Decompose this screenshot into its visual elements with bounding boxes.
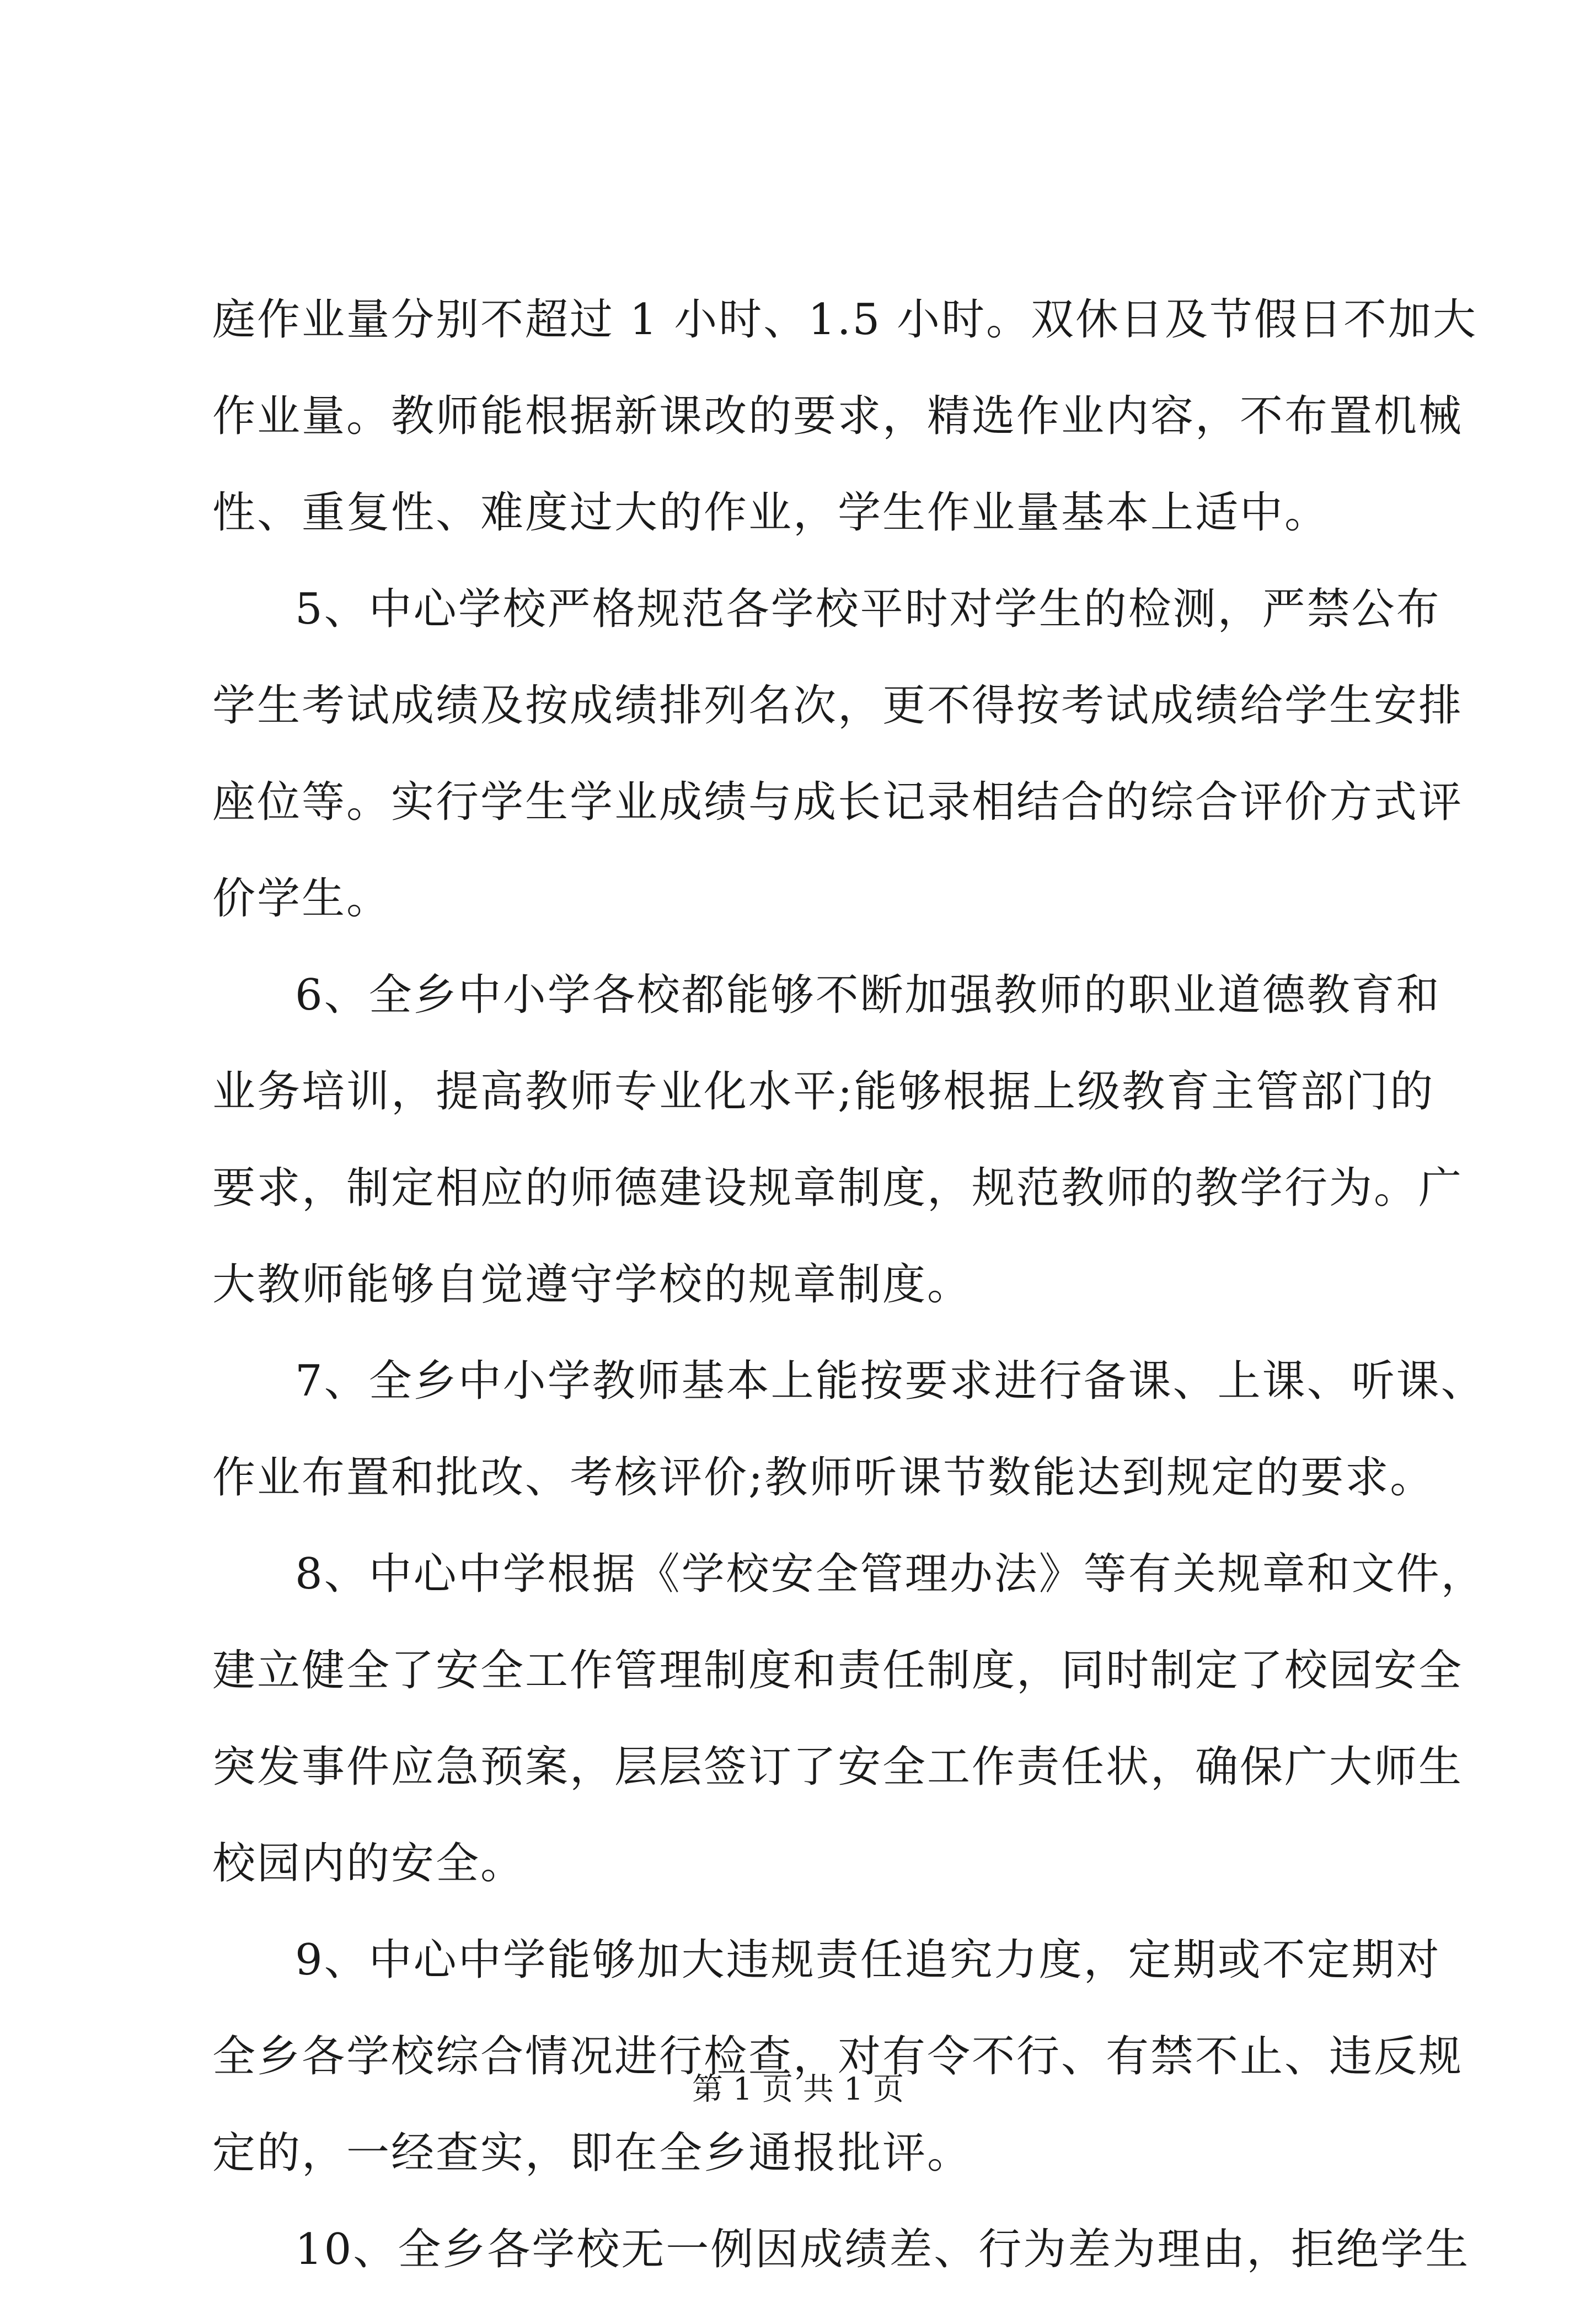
document-body	[212, 295, 1486, 2324]
text-line: 座位等。实行学生学业成绩与成长记录相结合的综合评价方式评	[212, 777, 1464, 827]
text-line: 学生考试成绩及按成绩排列名次，更不得按考试成绩给学生安排	[212, 681, 1464, 731]
text-line: 大教师能够自觉遵守学校的规章制度。	[212, 1260, 972, 1309]
text-line: 定的，一经查实，即在全乡通报批评。	[212, 2128, 972, 2178]
text-line: 建立健全了安全工作管理制度和责任制度，同时制定了校园安全	[212, 1646, 1464, 1695]
text-line: 业务培训，提高教师专业化水平;能够根据上级教育主管部门的	[212, 1067, 1435, 1117]
paragraph-start-line: 10、全乡各学校无一例因成绩差、行为差为理由，拒绝学生	[295, 2225, 1470, 2274]
text-line: 作业布置和批改、考核评价;教师听课节数能达到规定的要求。	[212, 1453, 1435, 1502]
text-line: 庭作业量分别不超过 1 小时、1.5 小时。双休日及节假日不加大	[212, 295, 1478, 345]
text-line: 价学生。	[212, 874, 392, 924]
text-line: 性、重复性、难度过大的作业，学生作业量基本上适中。	[212, 488, 1330, 538]
text-line: 作业量。教师能根据新课改的要求，精选作业内容，不布置机械	[212, 391, 1464, 441]
paragraph-start-line: 6、全乡中小学各校都能够不断加强教师的职业道德教育和	[295, 970, 1441, 1020]
paragraph-start-line: 8、中心中学根据《学校安全管理办法》等有关规章和文件，	[295, 1549, 1486, 1599]
paragraph-start-line: 5、中心学校严格规范各学校平时对学生的检测，严禁公布	[295, 584, 1441, 634]
page-number-footer: 第 1 页 共 1 页	[692, 2071, 904, 2107]
text-line: 要求，制定相应的师德建设规章制度，规范教师的教学行为。广	[212, 1163, 1464, 1213]
text-line: 全乡各学校综合情况进行检查，对有令不行、有禁不止、违反规	[212, 2032, 1464, 2081]
paragraph-start-line: 7、全乡中小学教师基本上能按要求进行备课、上课、听课、	[295, 1356, 1486, 1406]
text-line: 突发事件应急预案，层层签订了安全工作责任状，确保广大师生	[212, 1742, 1464, 1792]
paragraph-start-line: 9、中心中学能够加大违规责任追究力度，定期或不定期对	[295, 1935, 1441, 1985]
text-line: 校园内的安全。	[212, 1839, 526, 1888]
